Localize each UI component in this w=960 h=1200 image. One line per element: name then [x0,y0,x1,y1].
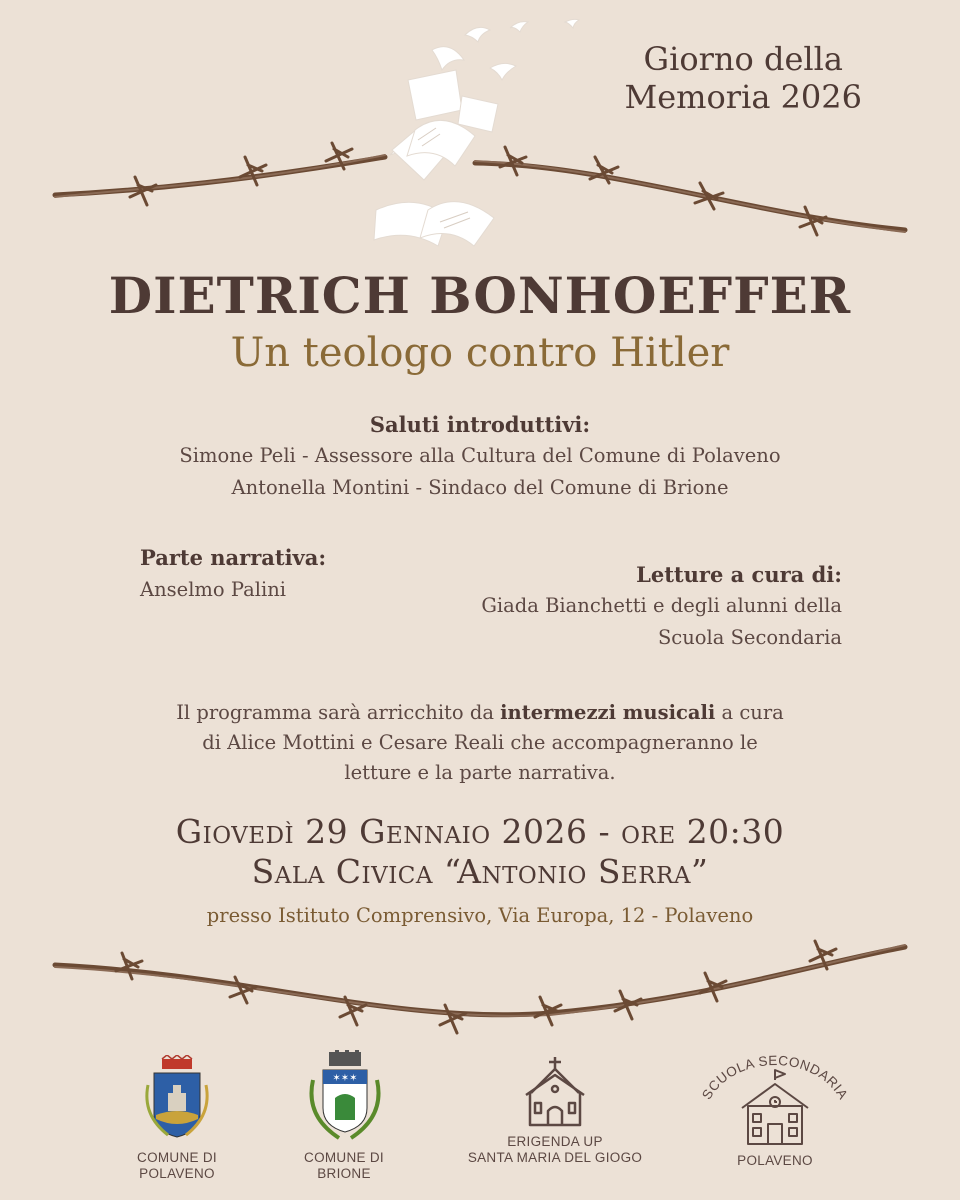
saluti-line-1: Simone Peli - Assessore alla Cultura del Comune di Polaveno [179,444,781,467]
saluti-line-2: Antonella Montini - Sindaco del Comune di Brione [231,476,729,499]
scuola-arc-text: SCUOLA SECONDARIA [699,1052,851,1103]
main-title: DIETRICH BONHOEFFER [108,266,852,325]
narrativa-heading: Parte narrativa: [140,545,327,570]
polaveno-line1: COMUNE DI [137,1150,217,1165]
brione-line2: BRIONE [317,1166,371,1181]
memoria-line2: Memoria 2026 [624,78,862,116]
scuola-logo-icon [690,1050,860,1150]
memoria-heading [624,40,862,116]
program-text-2: a cura [715,701,784,724]
church-icon [520,1055,590,1127]
polaveno-logo-label [117,1150,237,1182]
event-place: Sala Civica “Antonio Serra” [251,852,709,891]
scuola-logo-label: POLAVENO [737,1153,813,1168]
narrativa-name: Anselmo Palini [140,578,286,601]
erigenda-logo-label [445,1134,665,1166]
memoria-line1: Giorno della [643,40,843,78]
saluti-heading: Saluti introduttivi: [369,412,591,437]
erigenda-line2: SANTA MARIA DEL GIOGO [467,1150,643,1165]
letture-heading: Letture a cura di: [636,562,842,587]
program-line-1 [0,698,960,728]
erigenda-line1: ERIGENDA UP [507,1134,603,1149]
program-line-3: letture e la parte narrativa. [344,761,616,784]
subtitle: Un teologo contro Hitler [230,330,730,376]
program-bold: intermezzi musicali [500,701,716,724]
barbed-wire-top-icon [50,135,910,245]
brione-line1: COMUNE DI [304,1150,384,1165]
svg-text:✶✶✶: ✶✶✶ [332,1073,358,1084]
program-text-1: Il programma sarà arricchito da [176,701,501,724]
program-paragraph [0,698,960,788]
brione-logo-label [284,1150,404,1182]
event-address: presso Istituto Comprensivo, Via Europa, 12 - Polaveno [206,904,754,927]
event-date: Giovedì 29 Gennaio 2026 - ore 20:30 [175,812,785,851]
letture-line-2: Scuola Secondaria [657,626,842,649]
barbed-wire-bottom-icon [50,935,910,1045]
brione-crest-icon [305,1050,385,1145]
polaveno-line2: POLAVENO [139,1166,215,1181]
program-line-2: di Alice Mottini e Cesare Reali che accompagneranno le [202,731,758,754]
polaveno-crest-icon [140,1055,215,1145]
letture-line-1: Giada Bianchetti e degli alunni della [481,594,842,617]
